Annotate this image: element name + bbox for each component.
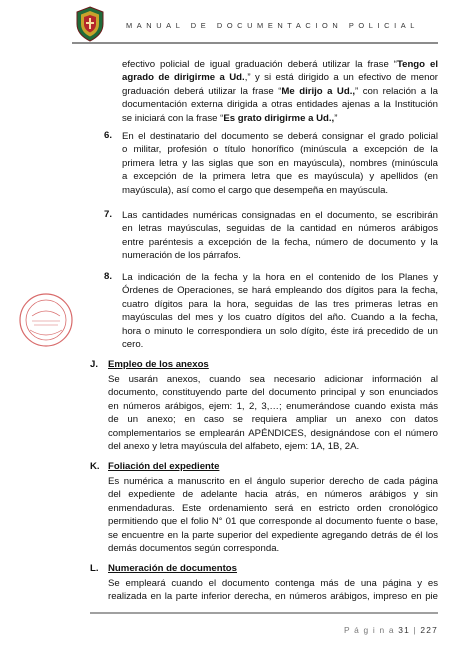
section-j-paragraph: Se usarán anexos, cuando sea necesario adicionar información al documento, constituyendo parte del documento principal y son enunciados en números arábigos, ejem: 1, 2, 3,…; enumerándose cuando exista más de un anexo; en caso se requiera ampliar un anexo con datos complementarios se emplearán APÉNDICES, designándose con el número del anexo y letra mayúscula del alfabeto, ejem: 1A, 1B, 2A. bbox=[108, 374, 438, 453]
section-letter: L. bbox=[90, 563, 99, 574]
page-header bbox=[0, 0, 474, 48]
section-letter: J. bbox=[90, 359, 99, 370]
item-number: 6. bbox=[104, 130, 113, 141]
item-number: 7. bbox=[104, 209, 113, 220]
section-title: Foliación del expediente bbox=[108, 461, 220, 472]
header-title: MANUAL DE DOCUMENTACION POLICIAL bbox=[126, 21, 419, 30]
item-number: 8. bbox=[104, 271, 113, 282]
list-item-6: En el destinatario del documento se deberá consignar el grado policial o militar, profesión o título honorífico (minúscula a excepción de la primera letra y las siglas que son en mayúscula), nombres (minúscula a excepción de la primera letra que es mayúscula) y apellidos (en mayúscula), así como el cargo que desempeña en mayúscula. bbox=[122, 131, 438, 196]
stamp-seal-icon bbox=[18, 292, 74, 348]
section-title: Numeración de documentos bbox=[108, 563, 238, 574]
section-k-paragraph: Es numérica a manuscrito en el ángulo superior derecho de cada página del expediente de adelante hacia atrás, en números arábigos y sin enmendaduras. Este ordenamiento será en estricto orden cronológico permitiendo que el folio N° 01 que corresponde al documento fuente o base, se encuentre en la parte superior del expediente agregando detrás de él los demás documentos según corresponda. bbox=[108, 476, 438, 555]
footer-divider bbox=[90, 612, 438, 614]
page-footer bbox=[344, 625, 438, 635]
police-crest-logo bbox=[74, 6, 106, 42]
footer-page-total: 227 bbox=[420, 625, 438, 635]
footer-page-label: P á g i n a bbox=[343, 625, 395, 635]
section-l-paragraph: Se empleará cuando el documento contenga más de una página y es realizada en la parte inferior derecha, en números arábigos, impreso en pie bbox=[108, 578, 438, 603]
intro-paragraph: efectivo policial de igual graduación deberá utilizar la frase “Tengo el agrado de dirigirme a Ud.,” y si está dirigido a un efectivo de menor graduación deberá utilizar la frase “Me dirijo a Ud.,” con relación a la documentación externa dirigida a otras entidades ajenas a la Institución se iniciará con la frase “Es grato dirigirme a Ud.,” bbox=[122, 59, 439, 124]
list-item-8: La indicación de la fecha y la hora en el contenido de los Planes y Órdenes de Operaciones, se hará empleando dos dígitos para la fecha, cuatro dígitos para la hora, seguidas de las tres primeras letras en mayúsculas del mes y los cuatro dígitos del año. Cuando a la fecha, hora o minuto le correspondiera un solo dígito, éste irá precedido de un cero. bbox=[122, 272, 438, 351]
section-letter: K. bbox=[90, 461, 100, 472]
header-divider bbox=[72, 42, 438, 44]
footer-page-number: 31 bbox=[398, 625, 410, 635]
list-item-7: Las cantidades numéricas consignadas en el documento, se escribirán en letras mayúsculas, seguidas de la cantidad en números arábigos entre paréntesis a excepción de la fecha, número de documento y la numeración de los párrafos. bbox=[122, 210, 438, 262]
section-title: Empleo de los anexos bbox=[108, 359, 209, 370]
footer-separator: | bbox=[413, 625, 417, 635]
